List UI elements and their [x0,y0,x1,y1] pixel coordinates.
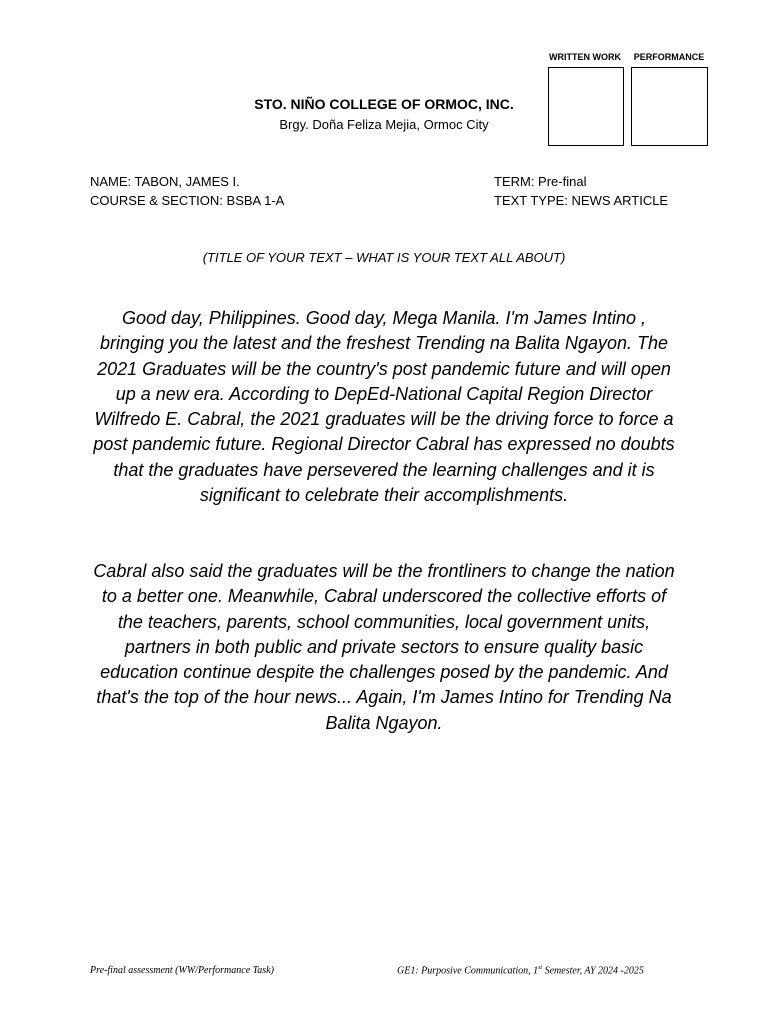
school-name: STO. NIÑO COLLEGE OF ORMOC, INC. [254,96,514,112]
term: TERM: Pre-final [494,174,587,189]
text-type: TEXT TYPE: NEWS ARTICLE [494,193,669,208]
footer-right-prefix: GE1: Purposive Communication, 1 [397,965,539,977]
body-paragraph-1: Good day, Philippines. Good day, Mega Manila. I'm James Intino , bringing you the latest and the freshest Trending na Balita Ngayon. The 2021 Graduates will be the country's post pandemic future and will open up a new era. According to DepEd-National Capital Region Director Wilfredo E. Cabral, the 2021 graduates will be the driving force to force a post pandemic future. Regional Director Cabral has expressed no doubts that the graduates have persevered the learning challenges and it is significant to celebrate their accomplishments. [93,308,675,506]
performance-score-box [631,67,708,146]
school-address: Brgy. Doña Feliza Mejia, Ormoc City [279,117,489,132]
footer-left: Pre-final assessment (WW/Performance Task) [90,965,274,976]
text-title-hint: (TITLE OF YOUR TEXT – WHAT IS YOUR TEXT ALL ABOUT) [202,250,566,265]
performance-label: PERFORMANCE [633,52,705,62]
body-paragraph-2: Cabral also said the graduates will be the frontliners to change the nation to a better one. Meanwhile, Cabral underscored the collective efforts of the teachers, parents, school communities, local government units, partners in both public and private sectors to ensure quality basic education continue despite the challenges posed by the pandemic. And that's the top of the hour news... Again, I'm James Intino for Trending Na Balita Ngayon. [93,561,675,733]
footer-right-suffix: Semester, AY 2024 -2025 [542,965,644,977]
student-name: NAME: TABON, JAMES I. [90,174,240,189]
footer-right [397,965,644,976]
course-section: COURSE & SECTION: BSBA 1-A [90,193,285,208]
footer-right-sup: st [538,965,543,971]
written-work-label: WRITTEN WORK [549,52,621,62]
